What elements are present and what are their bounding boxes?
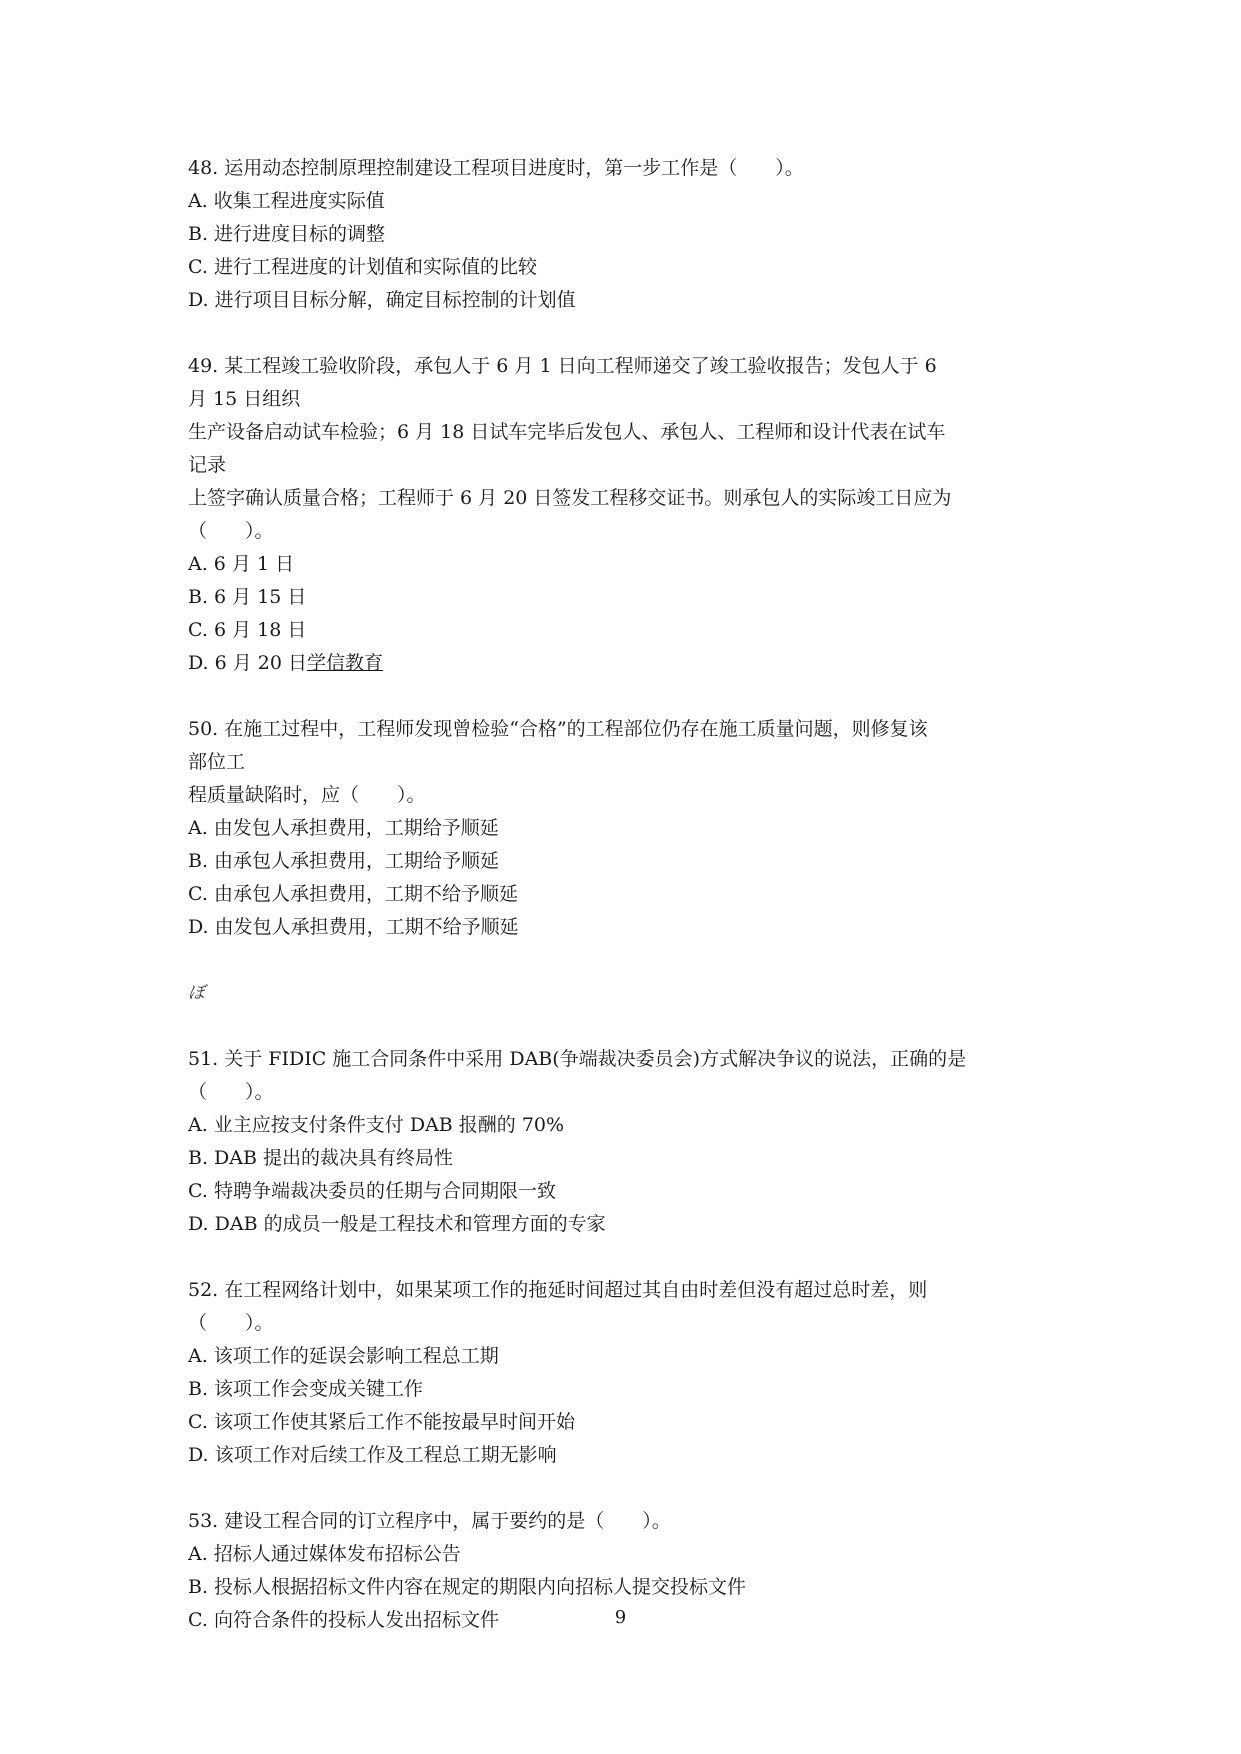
option-b: B. 进行进度目标的调整 bbox=[188, 223, 386, 245]
question-stem-line: 记录 bbox=[188, 454, 227, 476]
option-a: A. 业主应按支付条件支付 DAB 报酬的 70% bbox=[188, 1114, 565, 1136]
spacer bbox=[188, 680, 1058, 713]
option-a: A. 收集工程进度实际值 bbox=[188, 190, 385, 212]
question-stem-line: 上签字确认质量合格；工程师于 6 月 20 日签发工程移交证书。则承包人的实际竣工日应为 bbox=[188, 487, 952, 509]
question-stem-line: 49. 某工程竣工验收阶段，承包人于 6 月 1 日向工程师递交了竣工验收报告；发包人于 6 bbox=[188, 355, 937, 377]
option-b: B. 该项工作会变成关键工作 bbox=[188, 1378, 424, 1400]
question-48 bbox=[188, 152, 1058, 317]
option-a: A. 由发包人承担费用，工期给予顺延 bbox=[188, 817, 499, 839]
question-stem-line: 50. 在施工过程中，工程师发现曾检验“合格”的工程部位仍存在施工质量问题，则修复该 bbox=[188, 718, 928, 740]
option-d: D. DAB 的成员一般是工程技术和管理方面的专家 bbox=[188, 1213, 606, 1235]
question-stem-line: 48. 运用动态控制原理控制建设工程项目进度时，第一步工作是（ ）。 bbox=[188, 157, 804, 179]
spacer bbox=[188, 1472, 1058, 1505]
page-number: 9 bbox=[614, 1607, 627, 1628]
option-c: C. 该项工作使其紧后工作不能按最早时间开始 bbox=[188, 1411, 575, 1433]
question-stem-line: 51. 关于 FIDIC 施工合同条件中采用 DAB(争端裁决委员会)方式解决争议的说法，正确的是 bbox=[188, 1048, 967, 1070]
page-content bbox=[188, 152, 1058, 1637]
question-49 bbox=[188, 350, 1058, 680]
question-stem-line: 部位工 bbox=[188, 751, 246, 773]
option-c: C. 6 月 18 日 bbox=[188, 619, 307, 641]
option-c: C. 由承包人承担费用，工期不给予顺延 bbox=[188, 883, 518, 905]
spacer bbox=[188, 317, 1058, 350]
question-stem-line: 生产设备启动试车检验；6 月 18 日试车完毕后发包人、承包人、工程师和设计代表在试车 bbox=[188, 421, 946, 443]
question-stem-line: 52. 在工程网络计划中，如果某项工作的拖延时间超过其自由时差但没有超过总时差，则 bbox=[188, 1279, 928, 1301]
question-50 bbox=[188, 713, 1058, 944]
question-52 bbox=[188, 1274, 1058, 1472]
option-b: B. 由承包人承担费用，工期给予顺延 bbox=[188, 850, 500, 872]
question-stem-line: （ ）。 bbox=[188, 1312, 274, 1334]
stray-mark: ぼ bbox=[188, 983, 205, 1003]
option-a: A. 招标人通过媒体发布招标公告 bbox=[188, 1543, 461, 1565]
spacer bbox=[188, 944, 1058, 977]
option-c: C. 向符合条件的投标人发出招标文件 bbox=[188, 1609, 499, 1631]
option-c: C. 特聘争端裁决委员的任期与合同期限一致 bbox=[188, 1180, 556, 1202]
option-b: B. DAB 提出的裁决具有终局性 bbox=[188, 1147, 453, 1169]
question-stem-line: （ ）。 bbox=[188, 520, 274, 542]
option-d bbox=[188, 647, 1058, 680]
question-stem-line: （ ）。 bbox=[188, 1081, 274, 1103]
option-a: A. 该项工作的延误会影响工程总工期 bbox=[188, 1345, 499, 1367]
option-b: B. 6 月 15 日 bbox=[188, 586, 307, 608]
option-b: B. 投标人根据招标文件内容在规定的期限内向招标人提交投标文件 bbox=[188, 1576, 747, 1598]
option-d: D. 由发包人承担费用，工期不给予顺延 bbox=[188, 916, 519, 938]
question-stem-line: 53. 建设工程合同的订立程序中，属于要约的是（ ）。 bbox=[188, 1510, 671, 1532]
question-stem-line: 程质量缺陷时，应（ ）。 bbox=[188, 784, 426, 806]
option-d-text: D. 6 月 20 日 bbox=[188, 652, 308, 674]
option-a: A. 6 月 1 日 bbox=[188, 553, 295, 575]
option-d: D. 进行项目目标分解，确定目标控制的计划值 bbox=[188, 289, 576, 311]
option-c: C. 进行工程进度的计划值和实际值的比较 bbox=[188, 256, 537, 278]
question-51 bbox=[188, 1043, 1058, 1241]
spacer bbox=[188, 1241, 1058, 1274]
spacer bbox=[188, 1010, 1058, 1043]
question-stem-line: 月 15 日组织 bbox=[188, 388, 301, 410]
option-d: D. 该项工作对后续工作及工程总工期无影响 bbox=[188, 1444, 557, 1466]
watermark-link[interactable]: 学信教育 bbox=[307, 652, 384, 674]
